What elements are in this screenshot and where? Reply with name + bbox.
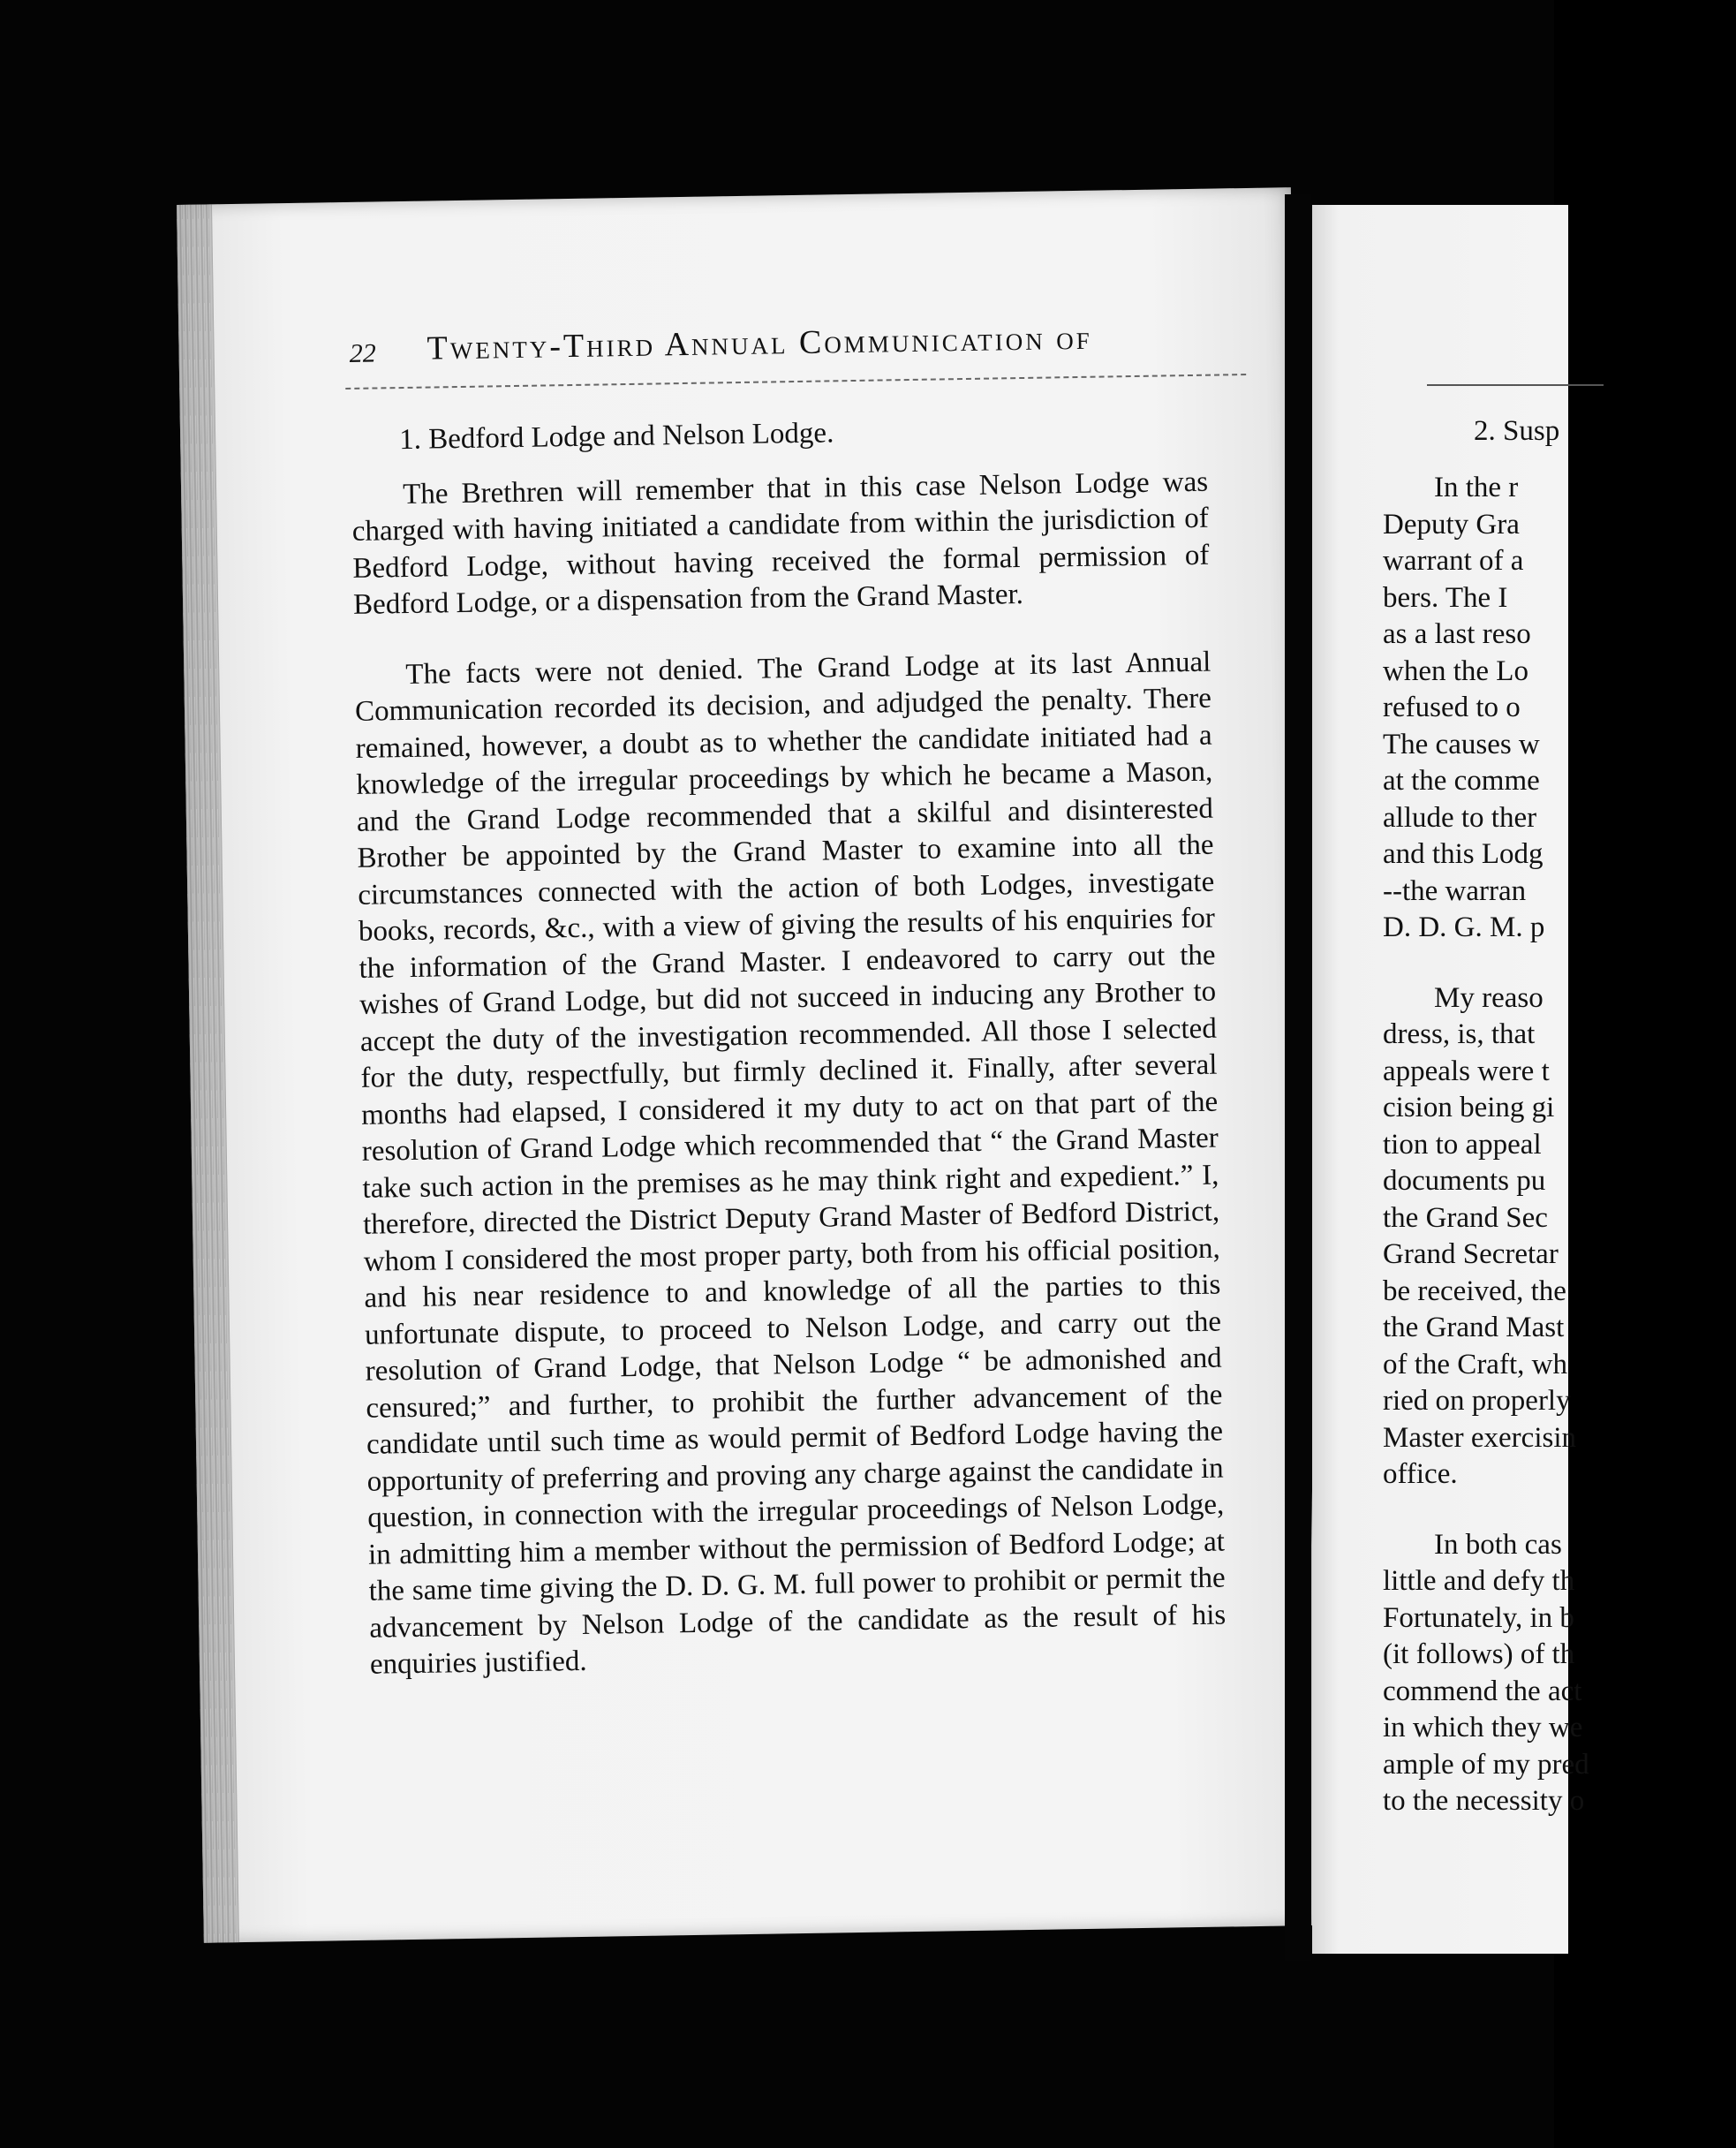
text-line: documents pu (1383, 1165, 1546, 1197)
text-line: at the comme (1383, 765, 1540, 797)
header-rule (1427, 384, 1604, 386)
text-line: In both cas (1434, 1528, 1562, 1561)
paragraph: The facts were not denied. The Grand Lodge at its last Annual Communication recorded its decision, and adjudged the penalty. There remained, however, a doubt as to whether the candidate initiated had a knowledge of the irregular proceedings by which he became a Mason, and the Grand Lodge recommended that a skilful and disinterested Brother be appointed by the Grand Master to examine into all the circumstances connected with the action of both Lodges, investigate books, records, &c., with a view of giving the results of his enquiries for the information of the Grand Master. I endeavored to carry out the wishes of Grand Lodge, but did not succeed in inducing any Brother to accept the duty of the investigation recommended. All those I selected for the duty, respectfully, but firmly declined it. Finally, after several months had elapsed, I considered it my duty to act on that part of the resolution of Grand Lodge which recommended that “ the Grand Master take such action in the premises as he may think right and expedient.” I, therefore, directed the District Deputy Grand Master of Bedford District, whom I considered the most proper party, both from his official position, and his near residence to and knowledge of all the parties to this unfortunate dispute, to proceed to Nelson Lodge, and carry out the resolution of Grand Lodge, that Nelson Lodge “ be admonished and censured;” and further, to prohibit the further advancement of the candidate until such time as would permit of Bedford Lodge having the opportunity of preferring and proving any charge against the candidate in question, in connection with the irregular proceedings of Nelson Lodge, in admitting him a member without the permission of Bedford Lodge; at the same time giving the D. D. G. M. full power to prohibit or permit the advancement by Nelson Lodge of the candidate as the result of his enquiries justified. (354, 646, 1227, 1681)
left-page (177, 187, 1318, 1943)
page-header (349, 315, 1277, 382)
right-page-text (1383, 470, 1736, 1820)
body-text (351, 410, 1227, 1684)
text-line: in which they we (1383, 1712, 1583, 1743)
text-line: refused to o (1383, 692, 1521, 723)
text-line: Fortunately, in b (1383, 1601, 1574, 1634)
text-line: Master exercisin (1383, 1421, 1576, 1454)
text-line: and this Lodg (1383, 838, 1544, 870)
paragraph: The Brethren will remember that in this case Nelson Lodge was charged with having initiated a candidate from within the jurisdiction of Bedford Lodge, without having received the formal permission of Bedford Lodge, or a dispensation from the Grand Master. (351, 465, 1210, 621)
section-heading: 1. Bedford Lodge and Nelson Lodge. (398, 417, 834, 457)
paragraph-gap (1383, 947, 1736, 980)
page-number: 22 (349, 338, 376, 368)
text-line: dress, is, that (1383, 1018, 1536, 1050)
text-line: ample of my pred (1383, 1748, 1589, 1781)
text-line: The causes w (1383, 728, 1540, 760)
text-line: My reaso (1434, 981, 1544, 1014)
text-line: the Grand Sec (1383, 1201, 1548, 1234)
text-line: Grand Secretar (1383, 1238, 1559, 1270)
text-line: when the Lo (1383, 654, 1528, 687)
text-line: allude to ther (1383, 801, 1537, 834)
text-line: as a last reso (1383, 618, 1531, 650)
right-page (1312, 205, 1589, 1954)
text-line: little and defy th (1383, 1565, 1575, 1597)
text-line: warrant of a (1383, 545, 1524, 577)
paragraph-gap (1383, 1494, 1736, 1527)
section-heading: 2. Susp (1474, 415, 1560, 447)
text-line: be received, the (1383, 1274, 1566, 1307)
text-line: D. D. G. M. p (1383, 911, 1545, 943)
book-gutter (1285, 194, 1311, 1961)
text-line: In the r (1434, 472, 1519, 503)
text-line: to the necessity o (1383, 1785, 1585, 1817)
text-line: appeals were t (1383, 1055, 1550, 1087)
text-line: of the Craft, wh (1383, 1348, 1567, 1380)
text-line: tion to appeal (1383, 1128, 1542, 1161)
text-line: cision being gi (1383, 1092, 1555, 1123)
text-line: --the warran (1383, 874, 1527, 907)
text-line: (it follows) of th (1383, 1638, 1575, 1670)
text-line: bers. The I (1383, 581, 1508, 614)
text-line: commend the act (1383, 1675, 1582, 1707)
text-line: the Grand Mast (1383, 1312, 1565, 1343)
text-line: Deputy Gra (1383, 508, 1520, 541)
running-head: Twenty-Third Annual Communication of (426, 319, 1093, 367)
text-line: ried on properly (1383, 1385, 1571, 1417)
text-line: office. (1383, 1458, 1458, 1490)
